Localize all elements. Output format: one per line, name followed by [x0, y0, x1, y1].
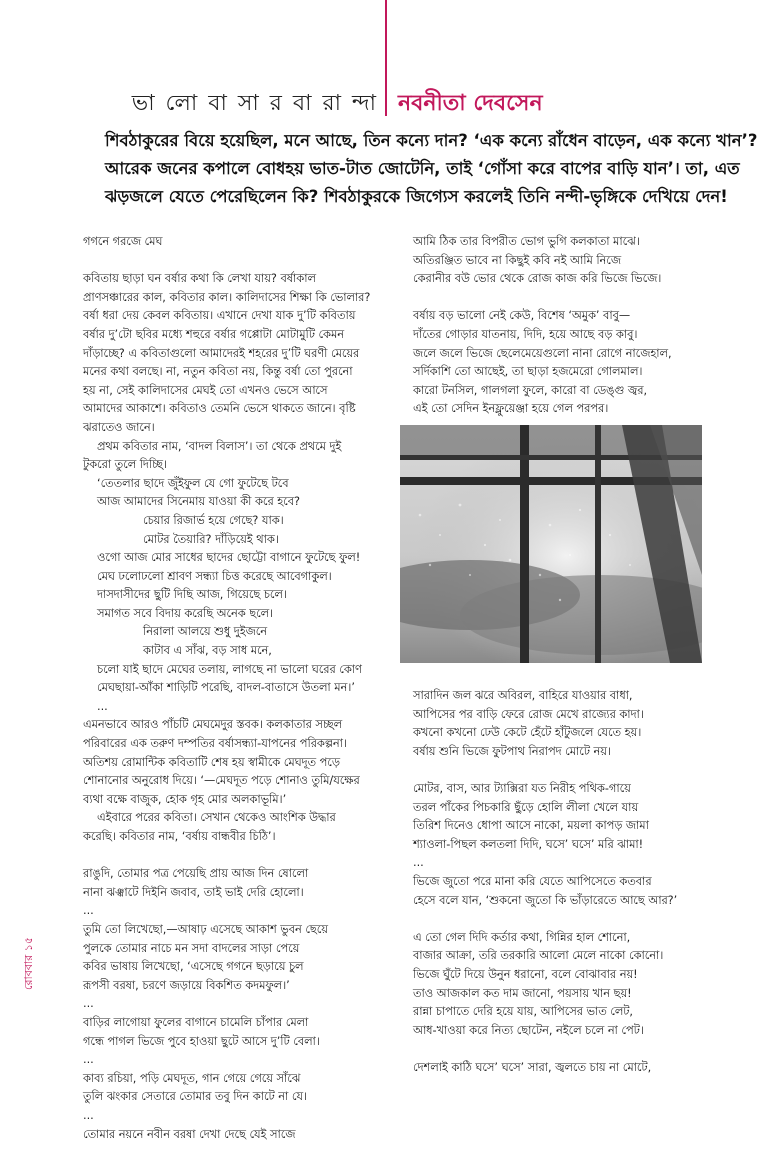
text-line	[413, 1040, 713, 1059]
text-line: জলে জলে ভিজে ছেলেমেয়েগুলো নানা রোগে নাজেহাল,	[413, 346, 672, 360]
text-line: ...	[97, 699, 108, 713]
text-line: শ্যাওলা-পিছল কলতলা দিদি, ঘসে’ ঘসে’ মরি ঝামা!	[413, 837, 644, 851]
text-line: কাব্য রচিয়া, পড়ি মেঘদূত, গান গেয়ে গেয়ে সাঁঝে	[83, 1071, 301, 1085]
text-line: ‘তেতলার ছাদে জুঁইফুল যে গো ফুটেছে টবে	[97, 476, 289, 490]
text-line: দেশলাই কাঠি ঘসে’ ঘসে’ সারা, জ্বলতে চায় না মোটে,	[413, 1060, 652, 1074]
intro-line: শিবঠাকুরের বিয়ে হয়েছিল, মনে আছে, তিন কন্যে দান? ‘এক কন্যে রাঁধেন বাড়েন, এক কন্যে খান’?	[105, 131, 758, 150]
text-line: গগনে গরজে মেঘ	[83, 235, 163, 248]
text-line: আমি ঠিক তার বিপরীত ভোগ ভুগি কলকাতা মাঝে।	[413, 235, 640, 248]
author-name: নবনীতা দেবসেন	[398, 91, 543, 116]
text-line: করেছি। কবিতার নাম, ‘বর্ষায় বান্ধবীর চিঠি’।	[83, 830, 276, 843]
text-line: বাজার আক্রা, তরি তরকারি আলো মেলে নাকো কোনো।	[413, 949, 664, 963]
text-line: নিরালা আলয়ে শুধু দুইজনে	[143, 625, 267, 639]
text-line: ...	[83, 904, 94, 918]
intro-line: আরেক জনের কপালে বোধহয় ভাত-টাত জোটেনি, তাই ‘গোঁসা করে বাপের বাড়ি যান’। তা, এত	[105, 159, 740, 178]
text-line: ...	[83, 1108, 94, 1122]
text-line: নানা ঝঞ্ঝাটে দিইনি জবাব, তাই ভাই দেরি হোলো।	[83, 885, 304, 899]
text-line: এইবারে পরের কবিতা। সেখান থেকেও আংশিক উদ্ধার	[97, 811, 336, 825]
text-line	[83, 252, 383, 271]
text-line: টুকরো তুলে দিচ্ছি।	[83, 458, 167, 472]
text-line: আজ আমাদের সিনেমায় যাওয়া কী করে হবে?	[97, 495, 301, 509]
text-line: ...	[83, 997, 94, 1011]
text-line: সারাদিন জল ঝরে অবিরল, বাহিরে যাওয়ার বাধা,	[413, 689, 633, 702]
text-line: বর্ষায় বড় ভালো নেই কেউ, বিশেষ ‘অমুক’ বাবু—	[413, 309, 631, 323]
section-title: ভা লো বা সা র বা রা ন্দা	[131, 91, 378, 116]
text-line: বাড়ির লাগোয়া ফুলের বাগানে চামেলি চাঁপার মেলা	[83, 1015, 309, 1029]
text-line: আপিসের পর বাড়ি ফেরে রোজ মেখে রাজ্যের কাদা।	[413, 707, 644, 721]
text-line: কাটাব এ সাঁঝ, বড় সাধ মনে,	[143, 644, 272, 658]
text-line: মোটর, বাস, আর ট্যাক্সিরা যত নিরীহ পথিক-গায়ে	[413, 781, 631, 795]
text-line: হয় না, সেই কালিদাসের মেঘই তো এখনও ভেসে আসে	[83, 383, 328, 397]
page-sidebar	[20, 937, 39, 990]
text-line: সর্দিকাশি তো আছেই, তা ছাড়া হজমেরো গোলমাল।	[413, 365, 643, 379]
text-line: পরিবারের এক তরুণ দম্পতির বর্ষাসন্ধ্যা-যাপনের পরিকল্পনা।	[83, 737, 347, 751]
text-line: কখনো কখনো ঢেউ কেটে হেঁটে হাঁটুজলে যেতে হয়।	[413, 726, 642, 740]
text-line: প্রথম কবিতার নাম, ‘বাদল বিলাস’। তা থেকে প্রথমে দুই	[97, 439, 342, 453]
text-line: শোনানোর অনুরোধ দিয়ে। ‘—মেঘদূত পড়ে শোনাও তুমি/যক্ষের	[83, 774, 360, 788]
text-line: বর্ষা ধরা দেয় কেবল কবিতায়। এখানে দেখা যাক দু’টি কবিতায়	[83, 309, 356, 323]
text-line: পুলকে তোমার নাচে মন সদা বাদলের সাড়া পেয়ে	[83, 941, 300, 955]
text-line: মেঘ ঢলোঢলো শ্রাবণ সন্ধ্যা চিত্ত করেছে আবেগাকুল।	[97, 569, 332, 583]
text-line: তুমি তো লিখেছো,—আষাঢ় এসেছে আকাশ ভুবন ছেয়ে	[83, 922, 328, 936]
text-line: কারো টনসিল, গালগলা ফুলে, কারো বা ডেঙ্গু জ্বর,	[413, 383, 648, 397]
rainy-window-image	[400, 425, 702, 663]
text-line	[413, 289, 713, 308]
text-line: ভিজে জুতো পরে মানা করি যেতে আপিসেতে কতবার	[413, 874, 652, 888]
text-line	[413, 910, 713, 929]
text-line: ঝরাতেও জানে।	[83, 420, 155, 434]
text-line: তুলি ঝংকার সেতারে তোমার তবু দিন কাটে না যে।	[83, 1090, 308, 1104]
text-line: হেসে বলে যান, ‘শুকনো জুতো কি ভাঁড়ারেতে আছে আর?’	[413, 893, 678, 907]
text-line: বর্ষার দু’টো ছবির মধ্যে শহুরে বর্ষার গপ্পোটা মোটামুটি কেমন	[83, 327, 344, 341]
text-line: মেঘছায়া-আঁকা শাড়িটি পরেছি, বাদল-বাতাসে উতলা মন।’	[97, 681, 355, 695]
text-line: চেয়ার রিজার্ভ হয়ে গেছে? যাক।	[143, 513, 284, 527]
text-line: মনের কথা বলছে। না, নতুন কবিতা নয়, কিন্তু বর্ষা তো পুরনো	[83, 365, 353, 379]
text-line: ...	[413, 856, 424, 870]
text-line: তিরিশ দিনেও ধোপা আসে নাকো, ময়লা কাপড় জামা	[413, 819, 649, 833]
text-line: কবির ভাষায় লিখেছো, ‘এসেছে গগনে ছড়ায়ে চুল	[83, 960, 304, 974]
text-line	[413, 761, 713, 780]
text-line: গন্ধে পাগল ভিজে পুবে হাওয়া ছুটে আসে দু’টি বেলা।	[83, 1034, 320, 1048]
text-line: প্রাণসঞ্চারের কাল, কবিতার কাল। কালিদাসের শিক্ষা কি ভোলার?	[83, 290, 371, 304]
left-column	[83, 233, 383, 1144]
text-line: ব্যথা বক্ষে বাজুক, হোক গৃহ মোর অলকাভূমি।’	[83, 792, 287, 806]
text-line: অতিশয় রোমান্টিক কবিতাটি শেষ হয় স্বামীকে মেঘদূত পড়ে	[83, 755, 340, 769]
text-line: কবিতায় ছাড়া ঘন বর্ষার কথা কি লেখা যায়? বর্ষাকাল	[83, 272, 316, 286]
text-line: ...	[83, 1053, 94, 1067]
magazine-name: রোববার	[22, 954, 35, 990]
page-number: ১৫	[22, 937, 35, 952]
text-line: রূপসী বরষা, চরণে জড়ায়ে বিকশিত কদমফুল।’	[83, 978, 290, 992]
header	[0, 0, 770, 120]
intro-line: ঝড়জলে যেতে পেরেছিলেন কি? শিবঠাকুরকে জিগ্যেস করলেই তিনি নন্দী-ভৃঙ্গিকে দেখিয়ে দেন!	[105, 187, 728, 206]
text-line: ওগো আজ মোর সাধের ছাদের ছোট্টো বাগানে ফুটেছে ফুল!	[97, 551, 361, 565]
text-line: দাঁতের গোড়ার যাতনায়, দিদি, হয়ে আছে বড় কাবু।	[413, 327, 638, 341]
text-line: দাঁড়াচ্ছে? এ কবিতাগুলো আমাদেরই শহরের দু’টি ঘরণী মেয়ের	[83, 346, 360, 360]
text-line: সমাগত সবে বিদায় করেছি অনেক ছলে।	[97, 606, 274, 620]
text-line: আমাদের আকাশে। কবিতাও তেমনি ভেসে থাকতে জানে। বৃষ্টি	[83, 402, 356, 416]
header-divider	[385, 0, 387, 116]
text-line: কেরানীর বউ ভোর থেকে রোজ কাজ করি ভিজে ভিজে।	[413, 272, 662, 286]
text-line: এমনভাবে আরও পাঁচটি মেঘমেদুর স্তবক। কলকাতার সচ্ছল	[83, 718, 343, 732]
text-line	[83, 847, 383, 866]
text-line: তরল পাঁকের পিচকারি ছুঁড়ে হোলি লীলা খেলে যায়	[413, 800, 639, 814]
text-line: এই তো সেদিন ইনফ্লুয়েঞ্জা হয়ে গেল পরপর।	[413, 402, 609, 416]
text-line: অতিরঞ্জিত ভাবে না কিছুই কবি নই আমি নিজে	[413, 253, 621, 267]
intro-paragraph	[105, 127, 758, 211]
text-line: দাসদাসীদের ছুটি দিছি আজ, গিয়েছে চলে।	[97, 588, 287, 602]
text-line: তাও আজকাল কত দাম জানো, পয়সায় খান ছয়!	[413, 986, 632, 1000]
text-line: মোটর তৈয়ারি? দাঁড়িয়েই থাক।	[143, 532, 279, 546]
right-column-bottom	[413, 687, 713, 1077]
right-column-top	[413, 233, 713, 419]
text-line: তোমার নয়নে নবীন বরষা দেখা দেছে যেই সাজে	[83, 1127, 296, 1141]
text-line: এ তো গেল দিদি কর্তার কথা, গিন্নির হাল শোনো,	[413, 930, 631, 944]
text-line: রান্না চাপাতে দেরি হয়ে যায়, আপিসের ভাত লেট,	[413, 1005, 634, 1019]
rainy-window-photo	[400, 425, 702, 663]
text-line: রাঙুদি, তোমার পত্র পেয়েছি প্রায় আজ দিন ষোলো	[83, 867, 309, 881]
text-line: আধ-খাওয়া করে নিত্য ছোটেন, নইলে চলে না পেট।	[413, 1023, 644, 1037]
text-line: চলো যাই ছাদে মেঘের তলায়, লাগছে না ভালো ঘরের কোণ	[97, 662, 362, 676]
text-line: ভিজে ঘুঁটে দিয়ে উনুন ধরানো, বলে বোঝাবার নয়!	[413, 967, 638, 981]
text-line: বর্ষায় শুনি ভিজে ফুটপাথ নিরাপদ মোটে নয়।	[413, 744, 611, 758]
